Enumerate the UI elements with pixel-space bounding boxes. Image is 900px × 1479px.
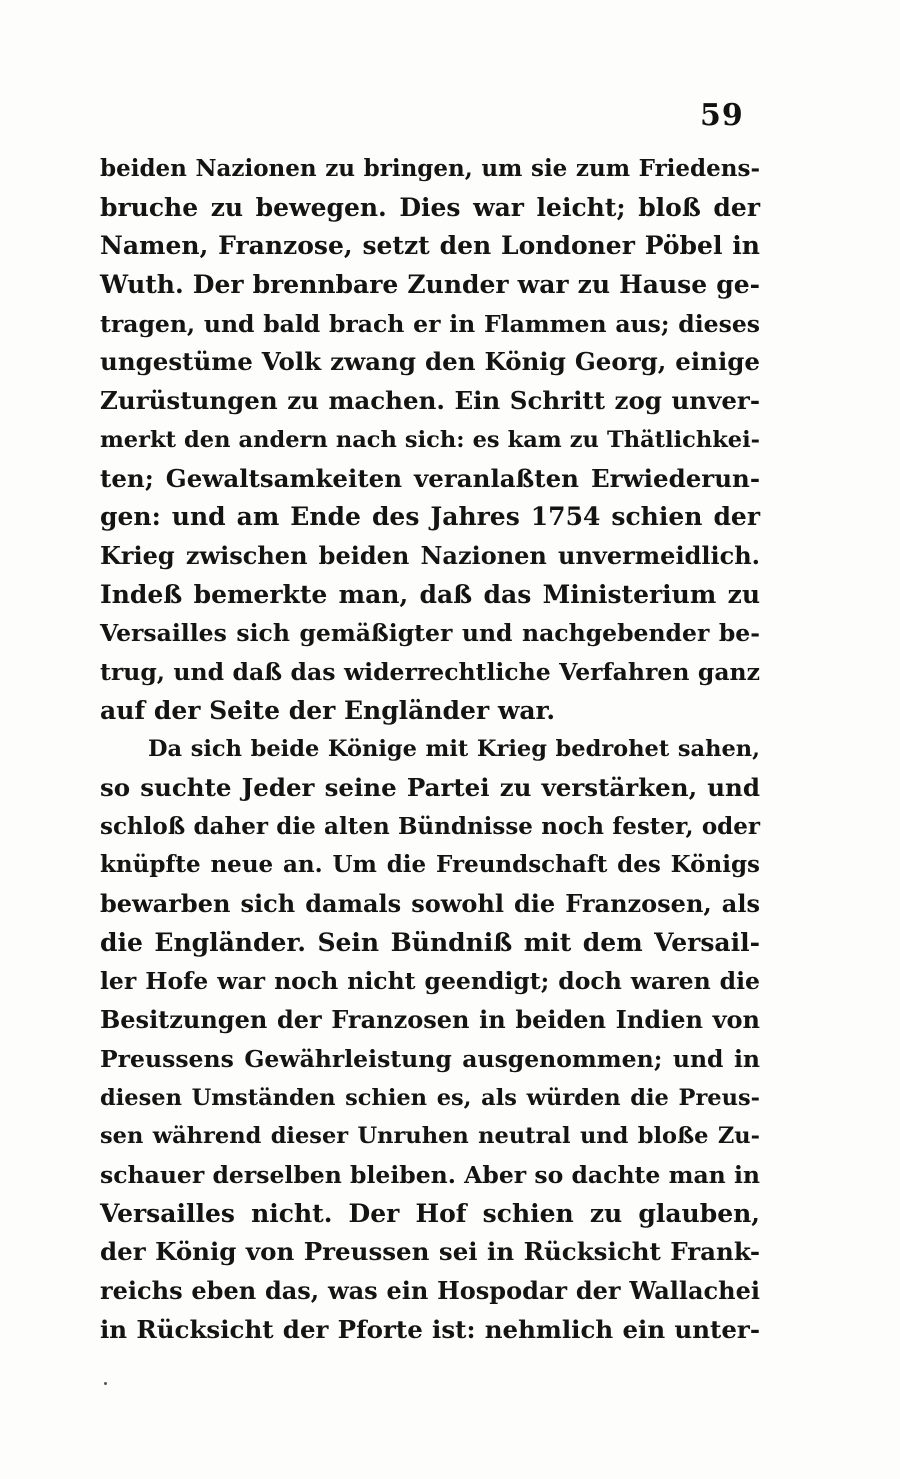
text-line: beiden Nazionen zu bringen, um sie zum Friedens- (100, 155, 760, 182)
text-line: tragen, und bald brach er in Flammen aus; dieses (100, 309, 760, 338)
text-line: Versailles sich gemäßigter und nachgebender be- (100, 619, 760, 648)
paragraph-end-line: auf der Seite der Engländer war. (100, 695, 556, 725)
body-text (100, 150, 760, 1349)
text-line: sen während dieser Unruhen neutral und bloße Zu- (100, 1123, 760, 1150)
text-line: der König von Preussen sei in Rücksicht Frank- (100, 1237, 760, 1267)
text-line: merkt den andern nach sich: es kam zu Thätlichkei- (100, 426, 760, 453)
text-line: Namen, Franzose, setzt den Londoner Pöbel in (100, 231, 760, 261)
text-line: ten; Gewaltsamkeiten veranlaßten Erwiederun- (100, 463, 760, 493)
text-line: gen: und am Ende des Jahres 1754 schien der (100, 502, 760, 532)
text-line: diesen Umständen schien es, als würden die Preus- (100, 1084, 760, 1111)
text-line: in Rücksicht der Pforte ist: nehmlich ein unter- (100, 1314, 760, 1344)
text-line: Besitzungen der Franzosen in beiden Indien von (100, 1005, 760, 1035)
text-line: trug, und daß das widerrechtliche Verfahren ganz (100, 657, 760, 686)
text-line: ler Hofe war noch nicht geendigt; doch waren die (100, 967, 760, 996)
text-line: reichs eben das, was ein Hospodar der Wallachei (100, 1275, 760, 1305)
text-line: Krieg zwischen beiden Nazionen unvermeidlich. (100, 540, 760, 570)
text-line: schloß daher die alten Bündnisse noch fester, oder (100, 812, 760, 840)
text-line: Preussens Gewährleistung ausgenommen; und in (100, 1044, 760, 1073)
text-line: so suchte Jeder seine Partei zu verstärken, und (100, 773, 760, 802)
text-line: bewarben sich damals sowohl die Franzosen, als (100, 889, 760, 919)
text-line: Wuth. Der brennbare Zunder war zu Hause ge- (100, 270, 760, 300)
text-line: die Engländer. Sein Bündniß mit dem Versail- (100, 927, 760, 957)
paragraph-start-line: Da sich beide Könige mit Krieg bedrohet sahen, (148, 736, 760, 763)
text-line: Versailles nicht. Der Hof schien zu glauben, (100, 1198, 760, 1228)
text-line: Indeß bemerkte man, daß das Ministerium zu (100, 579, 760, 609)
text-line: bruche zu bewegen. Dies war leicht; bloß der (100, 192, 760, 222)
text-line: schauer derselben bleiben. Aber so dachte man in (100, 1160, 760, 1189)
ink-speck (104, 1382, 107, 1385)
page-number: 59 (700, 98, 744, 133)
text-line: ungestüme Volk zwang den König Georg, einige (100, 347, 760, 377)
text-line: Zurüstungen zu machen. Ein Schritt zog unver- (100, 386, 760, 416)
text-line: knüpfte neue an. Um die Freundschaft des Königs (100, 851, 760, 879)
